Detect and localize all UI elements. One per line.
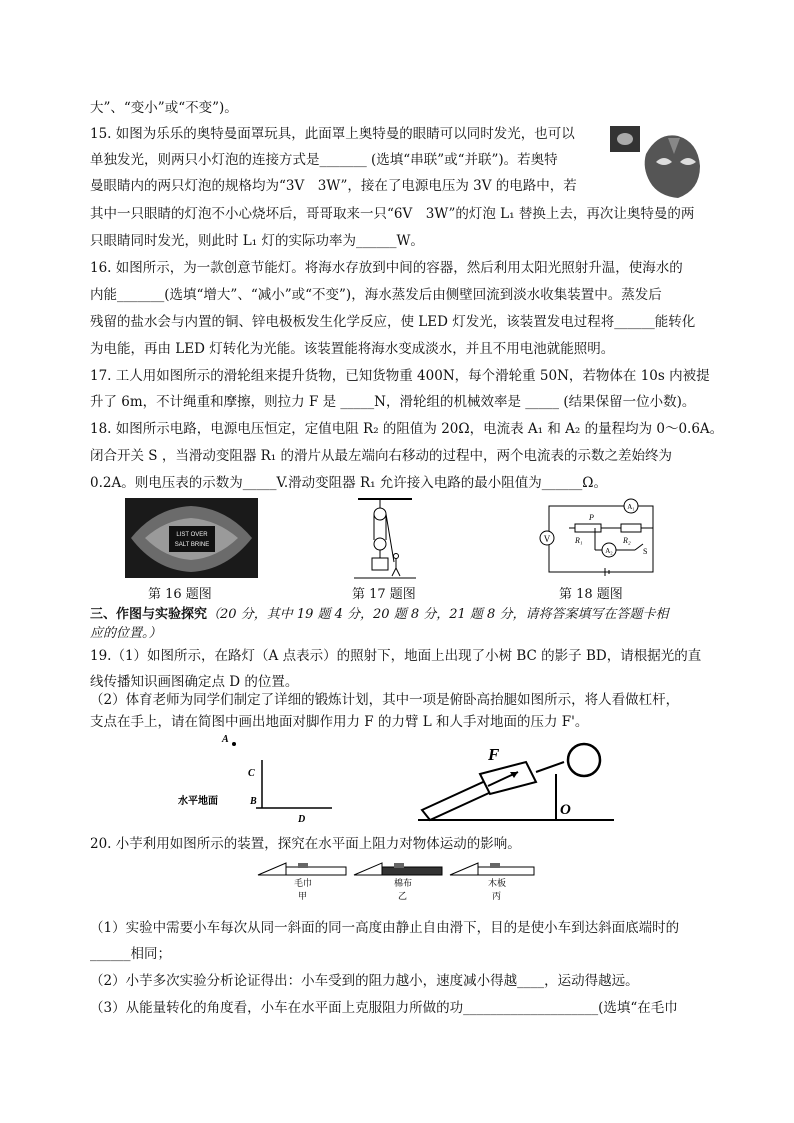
text-line: 闭合开关 S ，当滑动变阻器 R₁ 的滑片从最左端向右移动的过程中，两个电流表的示数之差始终为 bbox=[90, 448, 672, 464]
figure-17-pulley bbox=[352, 496, 418, 582]
text-line: 内能_______(选填“增大”、“减小”或“不变”)，海水蒸发后由侧壁回流到淡水收集装置中。蒸发后 bbox=[90, 287, 662, 303]
fig19-label-d: D bbox=[298, 814, 306, 824]
text-line: 大”、“变小”或“不变”)。 bbox=[90, 100, 238, 116]
text-line: 只眼睛同时发光，则此时 L₁ 灯的实际功率为______W。 bbox=[90, 233, 424, 249]
fig18-label-r1: R₁ bbox=[575, 536, 583, 545]
fig18-label-v: V bbox=[543, 534, 551, 544]
fig19-label-a: A bbox=[222, 734, 229, 745]
text-line: 20. 小芋利用如图所示的装置，探究在水平面上阻力对物体运动的影响。 bbox=[90, 836, 521, 852]
fig18-label-p: P bbox=[589, 513, 594, 522]
text-line: 升了 6m，不计绳重和摩擦，则拉力 F 是 _____N，滑轮组的机械效率是 _____ (结果保留一位小数)。 bbox=[90, 394, 696, 410]
caption-fig-16: 第 16 题图 bbox=[148, 587, 212, 602]
figure-19-pushup bbox=[418, 742, 614, 824]
text-line: （2）小芋多次实验分析论证得出：小车受到的阻力越小，速度减小得越____，运动得越远。 bbox=[90, 973, 639, 989]
fig18-label-r2: R₂ bbox=[623, 536, 631, 545]
fig20-label-1: 甲 bbox=[298, 892, 308, 902]
section-note-2: 应的位置。） bbox=[90, 626, 162, 641]
text-line: （3）从能量转化的角度看，小车在水平面上克服阻力所做的功____________________(选填“在毛巾 bbox=[90, 1000, 678, 1016]
text-line: 支点在手上，请在简图中画出地面对脚作用力 F 的力臂 L 和人手对地面的压力 F'。 bbox=[90, 714, 589, 730]
text-line: ______相同； bbox=[90, 946, 171, 962]
text-line: 线传播知识画图确定点 D 的位置。 bbox=[90, 674, 299, 690]
fig20-label-3: 丙 bbox=[492, 892, 502, 902]
text-line: 17. 工人用如图所示的滑轮组来提升货物，已知货物重 400N，每个滑轮重 50N，若物体在 10s 内被提 bbox=[90, 368, 710, 384]
text-line: 为电能，再由 LED 灯转化为光能。该装置能将海水变成淡水，并且不用电池就能照明。 bbox=[90, 341, 615, 357]
fig20-surface-2: 棉布 bbox=[394, 879, 413, 889]
text-line: 0.2A。则电压表的示数为_____V.滑动变阻器 R₁ 允许接入电路的最小阻值为______Ω。 bbox=[90, 475, 608, 491]
text-line: 15. 如图为乐乐的奥特曼面罩玩具，此面罩上奥特曼的眼睛可以同时发光，也可以 bbox=[90, 126, 575, 142]
figure-19-lamp-tree bbox=[176, 732, 336, 824]
fig19-label-c: C bbox=[248, 768, 255, 779]
fig20-label-2: 乙 bbox=[398, 892, 408, 902]
section-note: （20 分，其中 19 题 4 分，20 题 8 分，21 题 8 分，请将答案填写在答题卡相 bbox=[207, 607, 669, 622]
section-title: 三、作图与实验探究 bbox=[90, 607, 208, 622]
text-line: 18. 如图所示电路，电源电压恒定，定值电阻 R₂ 的阻值为 20Ω，电流表 A₁ 和 A₂ 的量程均为 0～0.6A。 bbox=[90, 421, 724, 437]
text-line: 19.（1）如图所示，在路灯（A 点表示）的照射下，地面上出现了小树 BC 的影子 BD，请根据光的直 bbox=[90, 648, 702, 664]
text-line: （2）体育老师为同学们制定了详细的锻炼计划，其中一项是俯卧高抬腿如图所示，将人看做杠杆， bbox=[90, 692, 680, 708]
text-line: 其中一只眼睛的灯泡不小心烧坏后，哥哥取来一只“6V 3W”的灯泡 L₁ 替换上去，再次让奥特曼的两 bbox=[90, 206, 695, 222]
fig19-label-b: B bbox=[250, 796, 257, 807]
fig19b-label-f: F bbox=[488, 745, 500, 764]
text-line: （1）实验中需要小车每次从同一斜面的同一高度由静止自由滑下，目的是使小车到达斜面底端时的 bbox=[90, 920, 680, 936]
figure-18-circuit bbox=[535, 498, 657, 584]
ultraman-mask-image bbox=[608, 124, 704, 200]
text-line: 16. 如图所示，为一款创意节能灯。将海水存放到中间的容器，然后利用太阳光照射升温，使海水的 bbox=[90, 260, 683, 276]
fig20-surface-1: 毛巾 bbox=[294, 879, 313, 889]
figure-20-ramps bbox=[256, 857, 536, 907]
fig20-surface-3: 木板 bbox=[488, 879, 507, 889]
text-line: 单独发光，则两只小灯泡的连接方式是_______ (选填“串联”或“并联”)。若奥特 bbox=[90, 152, 558, 168]
caption-fig-17: 第 17 题图 bbox=[352, 587, 416, 602]
fig18-label-a1: A₁ bbox=[627, 503, 635, 511]
fig19b-label-o: O bbox=[560, 802, 571, 818]
section-heading-cont bbox=[90, 624, 162, 643]
section-heading bbox=[90, 605, 668, 624]
fig19-ground-label: 水平地面 bbox=[178, 796, 218, 807]
figure-16-photo bbox=[125, 498, 258, 578]
fig16-text-2: SALT BRINE bbox=[174, 542, 210, 548]
fig16-text-1: LIST OVER bbox=[176, 532, 208, 538]
fig18-label-a2: A₂ bbox=[605, 547, 613, 555]
text-line: 曼眼睛内的两只灯泡的规格均为“3V 3W”，接在了电源电压为 3V 的电路中，若 bbox=[90, 178, 577, 194]
fig18-label-s: S bbox=[643, 547, 648, 556]
caption-fig-18: 第 18 题图 bbox=[559, 587, 623, 602]
text-line: 残留的盐水会与内置的铜、锌电极板发生化学反应，使 LED 灯发光，该装置发电过程将______能转化 bbox=[90, 314, 696, 330]
